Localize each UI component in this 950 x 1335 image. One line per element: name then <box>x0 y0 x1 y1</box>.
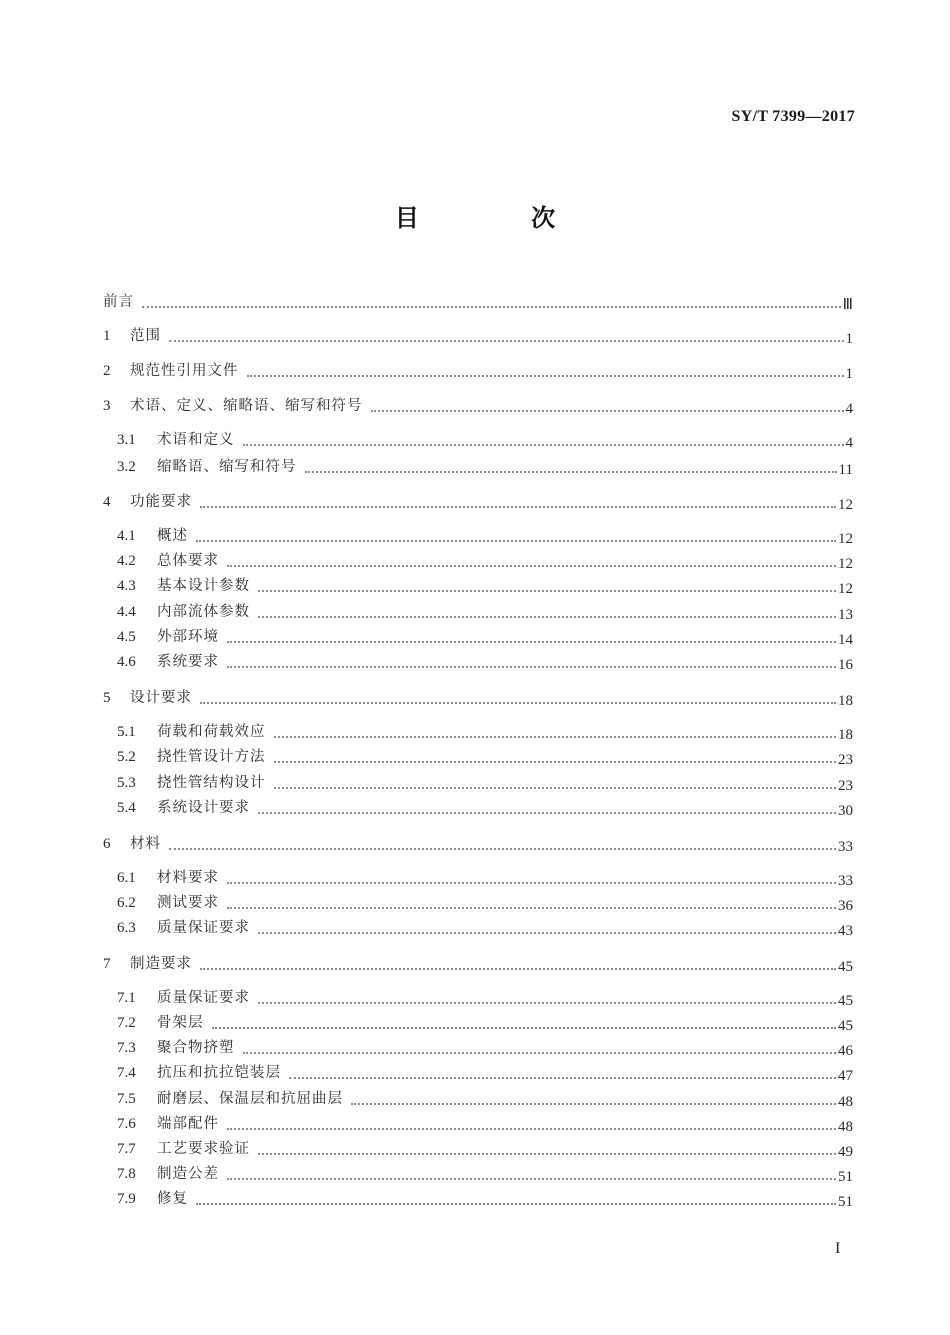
dot-leader <box>305 471 837 473</box>
toc-entry-title: 外部环境 <box>157 629 219 645</box>
toc-entry-title: 抗压和抗拉铠装层 <box>157 1065 281 1081</box>
toc-entry-page: 18 <box>838 693 853 709</box>
toc-entry-number: 7.6 <box>117 1116 136 1132</box>
toc-entry-number: 4.5 <box>117 629 136 645</box>
toc-entry-number: 5.2 <box>117 749 136 765</box>
toc-entry[interactable] <box>117 1009 853 1033</box>
toc-entry[interactable] <box>117 1034 853 1058</box>
toc-entry-title: 基本设计参数 <box>157 578 250 594</box>
toc-entry-title: 前言 <box>103 294 134 310</box>
toc-entry-page: 23 <box>838 778 853 794</box>
toc-entry-number: 2 <box>103 363 111 379</box>
toc-entry-number: 4.4 <box>117 604 136 620</box>
dot-leader <box>196 1203 836 1205</box>
toc-entry[interactable] <box>117 914 853 938</box>
dot-leader <box>243 444 844 446</box>
toc-entry-page: 13 <box>838 607 853 623</box>
toc-entry-page: 12 <box>838 581 853 597</box>
dot-leader <box>258 1002 836 1004</box>
toc-entry[interactable] <box>117 598 853 622</box>
dot-leader <box>227 907 836 909</box>
toc-entry-title: 工艺要求验证 <box>157 1141 250 1157</box>
toc-entry-page: 45 <box>838 1018 853 1034</box>
toc-entry-title: 缩略语、缩写和符号 <box>157 459 297 475</box>
toc-entry[interactable] <box>117 572 853 596</box>
toc-entry-title: 设计要求 <box>130 690 192 706</box>
dot-leader <box>258 590 836 592</box>
toc-entry[interactable] <box>103 488 853 512</box>
toc-entry-page: 30 <box>838 803 853 819</box>
toc-entry-page: 47 <box>838 1068 853 1084</box>
toc-entry-page: 48 <box>838 1119 853 1135</box>
dot-leader <box>258 1153 836 1155</box>
toc-entry-number: 5.4 <box>117 800 136 816</box>
toc-entry-page: 45 <box>838 993 853 1009</box>
toc-entry-number: 5 <box>103 690 111 706</box>
toc-entry-page: 51 <box>838 1169 853 1185</box>
toc-entry[interactable] <box>103 288 853 312</box>
toc-entry-number: 7.9 <box>117 1191 136 1207</box>
toc-entry-title: 规范性引用文件 <box>130 363 239 379</box>
toc-entry-number: 4.6 <box>117 654 136 670</box>
toc-entry-page: Ⅲ <box>842 297 853 313</box>
toc-entry[interactable] <box>117 1085 853 1109</box>
toc-entry-title: 挠性管结构设计 <box>157 775 266 791</box>
toc-entry-title: 功能要求 <box>130 494 192 510</box>
toc-entry-page: 11 <box>838 462 853 478</box>
toc-entry-page: 4 <box>845 435 853 451</box>
toc-entry[interactable] <box>103 684 853 708</box>
toc-entry-page: 43 <box>838 923 853 939</box>
toc-entry-page: 48 <box>838 1094 853 1110</box>
toc-entry[interactable] <box>117 1160 853 1184</box>
dot-leader <box>371 410 844 412</box>
toc-entry-number: 7.4 <box>117 1065 136 1081</box>
dot-leader <box>258 616 836 618</box>
toc-entry-number: 6.2 <box>117 895 136 911</box>
toc-entry-title: 制造要求 <box>130 956 192 972</box>
toc-entry[interactable] <box>117 623 853 647</box>
toc-entry-number: 7.2 <box>117 1015 136 1031</box>
toc-entry[interactable] <box>117 769 853 793</box>
toc-entry-number: 7 <box>103 956 111 972</box>
toc-entry-number: 4 <box>103 494 111 510</box>
toc-entry-page: 4 <box>845 401 853 417</box>
toc-entry-page: 12 <box>838 556 853 572</box>
toc-entry-title: 范围 <box>130 328 161 344</box>
toc-entry-page: 14 <box>838 632 853 648</box>
toc-entry-page: 1 <box>845 366 853 382</box>
toc-entry[interactable] <box>117 718 853 742</box>
toc-entry[interactable] <box>117 1135 853 1159</box>
toc-entry-title: 材料要求 <box>157 870 219 886</box>
toc-entry-page: 33 <box>838 839 853 855</box>
dot-leader <box>227 641 836 643</box>
toc-entry-number: 6 <box>103 836 111 852</box>
toc-entry-title: 内部流体参数 <box>157 604 250 620</box>
toc-entry-number: 4.3 <box>117 578 136 594</box>
dot-leader <box>258 812 836 814</box>
toc-entry-number: 7.1 <box>117 990 136 1006</box>
toc-entry-number: 5.1 <box>117 724 136 740</box>
toc-entry[interactable] <box>117 1059 853 1083</box>
toc-entry-title: 挠性管设计方法 <box>157 749 266 765</box>
dot-leader <box>200 968 836 970</box>
toc-entry-page: 36 <box>838 898 853 914</box>
toc-entry[interactable] <box>117 1185 853 1209</box>
toc-entry-number: 6.3 <box>117 920 136 936</box>
toc-entry[interactable] <box>117 648 853 672</box>
toc-entry-page: 18 <box>838 727 853 743</box>
toc-entry-page: 33 <box>838 873 853 889</box>
dot-leader <box>196 540 836 542</box>
dot-leader <box>247 375 844 377</box>
toc-entry-title: 总体要求 <box>157 553 219 569</box>
dot-leader <box>200 506 836 508</box>
dot-leader <box>351 1103 836 1105</box>
standard-code: SY/T 7399—2017 <box>731 108 855 125</box>
toc-entry-page: 51 <box>838 1194 853 1210</box>
dot-leader <box>258 932 836 934</box>
toc-entry-title: 骨架层 <box>157 1015 204 1031</box>
toc-entry-title: 耐磨层、保温层和抗屈曲层 <box>157 1091 343 1107</box>
toc-entry[interactable] <box>117 1110 853 1134</box>
dot-leader <box>289 1077 836 1079</box>
toc-entry-title: 修复 <box>157 1191 188 1207</box>
toc-entry-page: 16 <box>838 657 853 673</box>
dot-leader <box>274 787 837 789</box>
toc-entry-title: 术语和定义 <box>157 432 235 448</box>
toc-entry[interactable] <box>117 794 853 818</box>
dot-leader <box>227 666 836 668</box>
toc-entry-title: 质量保证要求 <box>157 990 250 1006</box>
toc-entry-number: 1 <box>103 328 111 344</box>
toc-entry-title: 荷载和荷载效应 <box>157 724 266 740</box>
toc-entry[interactable] <box>103 392 853 416</box>
toc-entry-number: 7.3 <box>117 1040 136 1056</box>
toc-entry-number: 5.3 <box>117 775 136 791</box>
toc-entry-page: 46 <box>838 1043 853 1059</box>
dot-leader <box>274 736 837 738</box>
dot-leader <box>169 340 844 342</box>
toc-entry[interactable] <box>117 889 853 913</box>
dot-leader <box>227 1128 836 1130</box>
toc-entry-title: 概述 <box>157 528 188 544</box>
toc-entry-title: 系统设计要求 <box>157 800 250 816</box>
toc-entry-title: 术语、定义、缩略语、缩写和符号 <box>130 398 363 414</box>
toc-entry-number: 7.8 <box>117 1166 136 1182</box>
toc-entry-page: 12 <box>838 531 853 547</box>
toc-entry-title: 制造公差 <box>157 1166 219 1182</box>
toc-entry-title: 系统要求 <box>157 654 219 670</box>
dot-leader <box>227 882 836 884</box>
dot-leader <box>274 761 837 763</box>
toc-entry-title: 聚合物挤塑 <box>157 1040 235 1056</box>
toc-entry-number: 4.2 <box>117 553 136 569</box>
toc-entry-number: 3.1 <box>117 432 136 448</box>
toc-entry-number: 7.5 <box>117 1091 136 1107</box>
toc-entry[interactable] <box>103 357 853 381</box>
toc-entry-number: 3.2 <box>117 459 136 475</box>
toc-entry[interactable] <box>117 453 853 477</box>
dot-leader <box>200 702 836 704</box>
toc-entry-page: 1 <box>845 331 853 347</box>
toc-entry[interactable] <box>117 426 853 450</box>
toc-entry-number: 3 <box>103 398 111 414</box>
dot-leader <box>227 1178 836 1180</box>
toc-entry-page: 45 <box>838 959 853 975</box>
dot-leader <box>142 306 841 308</box>
toc-entry-number: 7.7 <box>117 1141 136 1157</box>
toc-entry[interactable] <box>117 743 853 767</box>
toc-entry[interactable] <box>103 322 853 346</box>
toc-entry[interactable] <box>117 984 853 1008</box>
toc-entry-title: 端部配件 <box>157 1116 219 1132</box>
dot-leader <box>169 848 836 850</box>
toc-entry-number: 4.1 <box>117 528 136 544</box>
toc-entry-title: 质量保证要求 <box>157 920 250 936</box>
toc-entry-number: 6.1 <box>117 870 136 886</box>
toc-entry-page: 23 <box>838 752 853 768</box>
toc-entry[interactable] <box>103 830 853 854</box>
dot-leader <box>243 1052 837 1054</box>
toc-title: 目 次 <box>394 204 608 232</box>
dot-leader <box>212 1027 837 1029</box>
toc-entry[interactable] <box>117 547 853 571</box>
toc-entry[interactable] <box>117 864 853 888</box>
toc-entry-title: 测试要求 <box>157 895 219 911</box>
toc-entry-title: 材料 <box>130 836 161 852</box>
dot-leader <box>227 565 836 567</box>
toc-entry-page: 12 <box>838 497 853 513</box>
page-folio: I <box>835 1240 841 1257</box>
toc-entry[interactable] <box>117 522 853 546</box>
toc-entry-page: 49 <box>838 1144 853 1160</box>
toc-entry[interactable] <box>103 950 853 974</box>
